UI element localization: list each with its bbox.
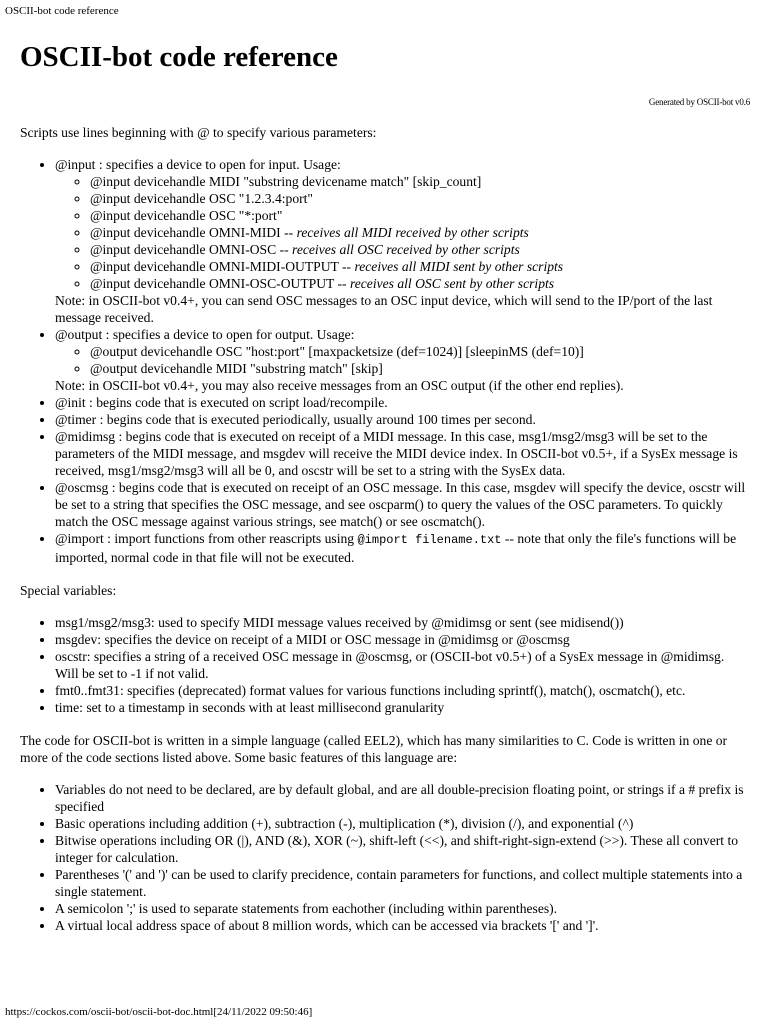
omni-note: receives all OSC received by other scripts (292, 242, 520, 257)
input-usage-item: ◦ @input devicehandle OSC "1.2.3.4:port" (90, 190, 750, 207)
print-header: OSCII-bot code reference (5, 5, 119, 17)
input-omni-item (90, 258, 750, 275)
print-footer-url: https://cockos.com/oscii-bot/oscii-bot-doc.html[24/11/2022 09:50:46] (5, 1006, 313, 1018)
param-midimsg: • @midimsg : begins code that is executed on receipt of a MIDI message. In this case, msg1/msg2/msg3 will be set to the parameters of the MIDI message, and msgdev will receive the MIDI device index. In OSCII-bot v0.5+, if a SysEx message is received, msg1/msg2/msg3 will all be 0, and oscstr will be set to a string with the SysEx data. (55, 428, 750, 479)
language-features-list (20, 781, 750, 934)
param-import (55, 530, 750, 566)
import-text-after: -- note that only the file's functions will be imported, normal code in that file will not be executed. (55, 531, 737, 565)
input-omni-item (90, 275, 750, 292)
output-usage-item: ◦ @output devicehandle MIDI "substring match" [skip] (90, 360, 750, 377)
input-omni-item (90, 224, 750, 241)
param-input-label: @input : specifies a device to open for input. Usage: (55, 157, 341, 172)
generated-by-note: Generated by OSCII-bot v0.6 (648, 97, 750, 107)
special-variable-item: • time: set to a timestamp in seconds with at least millisecond granularity (55, 699, 750, 716)
feature-item: • A semicolon ';' is used to separate statements from eachother (including within parentheses). (55, 900, 750, 917)
eel-intro-text: The code for OSCII-bot is written in a simple language (called EEL2), which has many similarities to C. Code is written in one or more of the code sections listed above. Some basic features of this language are: (20, 733, 728, 765)
omni-note: receives all MIDI received by other scripts (296, 225, 529, 240)
param-output (55, 326, 750, 394)
special-variable-item: • msg1/msg2/msg3: used to specify MIDI message values received by @midimsg or sent (see midisend()) (55, 614, 750, 631)
output-usage-list (55, 343, 750, 377)
omni-code: @input devicehandle OMNI-OSC-OUTPUT -- (90, 276, 350, 291)
feature-item: • Bitwise operations including OR (|), AND (&), XOR (~), shift-left (<<), and shift-right-sign-extend (>>). These all convert to integer for calculation. (55, 832, 750, 866)
feature-item: • Basic operations including addition (+), subtraction (-), multiplication (*), division (/), and exponential (^) (55, 815, 750, 832)
omni-code: @input devicehandle OMNI-OSC -- (90, 242, 293, 257)
special-variables-heading: Special variables: (20, 583, 117, 598)
import-text-before: @import : import functions from other reascripts using (55, 531, 358, 546)
param-timer: • @timer : begins code that is executed periodically, usually around 100 times per second. (55, 411, 750, 428)
param-input (55, 156, 750, 326)
omni-note: receives all OSC sent by other scripts (349, 276, 555, 291)
feature-item: • A virtual local address space of about 8 million words, which can be accessed via brackets '[' and ']'. (55, 917, 750, 934)
omni-code: @input devicehandle OMNI-MIDI-OUTPUT -- (90, 259, 355, 274)
input-usage-item: ◦ @input devicehandle OSC "*:port" (90, 207, 750, 224)
special-variable-item: • fmt0..fmt31: specifies (deprecated) format values for various functions including sprintf(), match(), oscmatch(), etc. (55, 682, 750, 699)
omni-note: receives all MIDI sent by other scripts (354, 259, 564, 274)
page-title: OSCII-bot code reference (20, 41, 338, 73)
document-body (20, 40, 750, 934)
input-usage-item: ◦ @input devicehandle MIDI "substring devicename match" [skip_count] (90, 173, 750, 190)
param-output-label: @output : specifies a device to open for output. Usage: (55, 327, 355, 342)
omni-code: @input devicehandle OMNI-MIDI -- (90, 225, 297, 240)
intro-text: Scripts use lines beginning with @ to specify various parameters: (20, 125, 377, 140)
feature-item: • Variables do not need to be declared, are by default global, and are all double-precision floating point, or strings if a # prefix is specified (55, 781, 750, 815)
special-variable-item: • msgdev: specifies the device on receipt of a MIDI or OSC message in @midimsg or @oscmsg (55, 631, 750, 648)
output-usage-item: ◦ @output devicehandle OSC "host:port" [maxpacketsize (def=1024)] [sleepinMS (def=10)] (90, 343, 750, 360)
param-input-note: Note: in OSCII-bot v0.4+, you can send OSC messages to an OSC input device, which will send to the IP/port of the last message received. (55, 293, 713, 325)
param-output-note: Note: in OSCII-bot v0.4+, you may also receive messages from an OSC output (if the other end replies). (55, 378, 624, 393)
param-init: • @init : begins code that is executed on script load/recompile. (55, 394, 750, 411)
feature-item: • Parentheses '(' and ')' can be used to clarify precidence, contain parameters for functions, and collect multiple statements into a single statement. (55, 866, 750, 900)
input-omni-item (90, 241, 750, 258)
special-variable-item: • oscstr: specifies a string of a received OSC message in @oscmsg, or (OSCII-bot v0.5+) of a SysEx message in @midimsg. Will be set to -1 if not valid. (55, 648, 750, 682)
param-oscmsg: • @oscmsg : begins code that is executed on receipt of an OSC message. In this case, msgdev will specify the device, oscstr will be set to a string that specifies the OSC message, and see oscparm() to query the values of the OSC parameters. To quickly match the OSC message against various strings, see match() or see oscmatch(). (55, 479, 750, 530)
parameter-list (20, 156, 750, 566)
input-usage-list (55, 173, 750, 292)
import-code: @import filename.txt (357, 533, 502, 547)
special-variables-list (20, 614, 750, 716)
